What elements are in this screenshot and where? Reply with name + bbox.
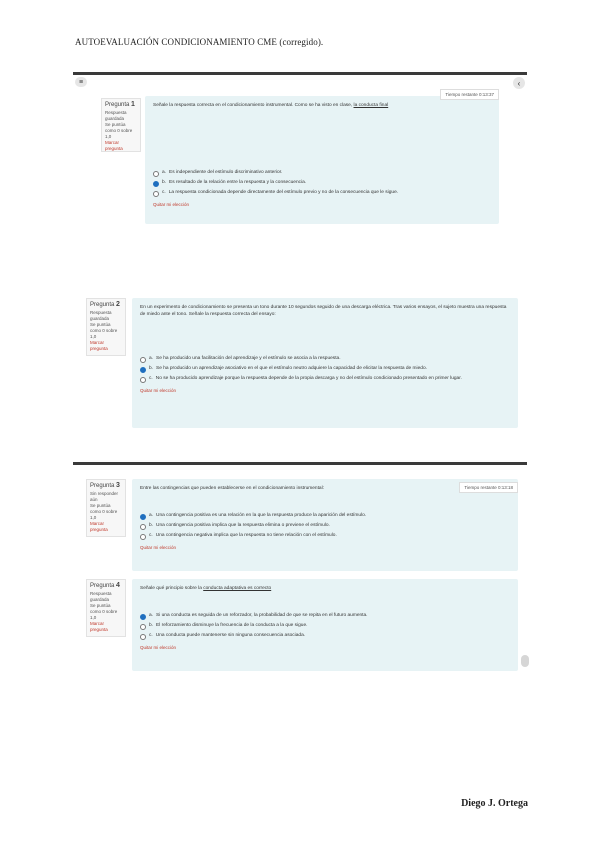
- question-score: Se puntúa como 0 sobre 1,0: [90, 603, 118, 620]
- answer-option-a[interactable]: a. Se ha producido una facilitación del aprendizaje y el estímulo se asocia a la respuesta.: [140, 356, 510, 363]
- radio-button[interactable]: [140, 634, 146, 640]
- question-text: Señale la respuesta correcta en el condicionamiento instrumental. Como se ha visto en clase, la conducta final: [153, 103, 389, 108]
- question-info: [86, 298, 126, 356]
- question-number: Pregunta 2: [90, 301, 120, 308]
- answer-option-c[interactable]: c. Una contingencia negativa implica que la respuesta no tiene relación con el estímulo.: [140, 533, 510, 540]
- question-number: Pregunta 3: [90, 482, 120, 489]
- answer-list: [153, 170, 491, 208]
- question-status: Respuesta guardada: [105, 110, 127, 121]
- question-number: Pregunta 4: [90, 582, 120, 589]
- answer-option-c[interactable]: c. La respuesta condicionada depende directamente del estímulo previo y no de la consecuencia que le sigue.: [153, 190, 491, 197]
- radio-button-selected[interactable]: [140, 367, 146, 373]
- answer-option-c[interactable]: c. Una conducta puede mantenerse sin ninguna consecuencia asociada.: [140, 633, 510, 640]
- scrollbar-thumb[interactable]: [521, 655, 529, 667]
- timer-badge: Tiempo restante 0:13:18: [459, 482, 518, 493]
- top-bar: [73, 462, 527, 465]
- clear-choice-link[interactable]: Quitar mi elección: [140, 388, 177, 393]
- answer-option-b[interactable]: b. El reforzamiento disminuye la frecuencia de la conducta a la que sigue.: [140, 623, 510, 630]
- clear-choice-link[interactable]: Quitar mi elección: [140, 645, 177, 650]
- radio-button[interactable]: [153, 171, 159, 177]
- top-bar: [73, 72, 527, 75]
- answer-option-c[interactable]: c. No se ha producido aprendizaje porque la respuesta depende de la propia descarga y no del estímulo condicionado presentado en primer lugar.: [140, 376, 510, 383]
- question-box: [132, 298, 518, 428]
- question-text: En un experimento de condicionamiento se presenta un tono durante 10 segundos seguido de una descarga eléctrica. Tras varios ensayos, el sujeto muestra una respuesta de miedo ante el tono. Señale la respuesta correcta del ensayo:: [140, 305, 507, 317]
- screenshot-1: [73, 72, 527, 232]
- question-score: Se puntúa como 0 sobre 1,0: [105, 122, 133, 139]
- screenshot-3: [73, 462, 527, 677]
- answer-list: [140, 613, 510, 651]
- question-info: [86, 479, 126, 537]
- question-link[interactable]: conducta adaptativa es correcto: [203, 586, 272, 591]
- question-info: [86, 579, 126, 637]
- question-status: Respuesta guardada: [90, 310, 112, 321]
- answer-option-b[interactable]: b. Es resultado de la relación entre la respuesta y la consecuencia.: [153, 180, 491, 187]
- answer-list: [140, 513, 510, 551]
- answer-option-a[interactable]: a. Una contingencia positiva es una relación en la que la respuesta produce la aparición del estímulo.: [140, 513, 510, 520]
- close-icon[interactable]: ‹: [513, 77, 525, 89]
- question-box: [132, 579, 518, 671]
- flag-question-link[interactable]: Marcar pregunta: [90, 340, 108, 351]
- radio-button[interactable]: [140, 377, 146, 383]
- flag-question-link[interactable]: Marcar pregunta: [90, 521, 108, 532]
- radio-button[interactable]: [140, 357, 146, 363]
- radio-button[interactable]: [140, 524, 146, 530]
- question-score: Se puntúa como 0 sobre 1,0: [90, 503, 118, 520]
- radio-button[interactable]: [153, 191, 159, 197]
- question-link[interactable]: la conducta final: [353, 103, 389, 108]
- question-score: Se puntúa como 0 sobre 1,0: [90, 322, 118, 339]
- question-box: [132, 479, 518, 571]
- clear-choice-link[interactable]: Quitar mi elección: [140, 545, 177, 550]
- menu-icon[interactable]: ≡: [75, 77, 87, 87]
- answer-option-b[interactable]: b. Una contingencia positiva implica que la respuesta elimina o previene el estímulo.: [140, 523, 510, 530]
- radio-button-selected[interactable]: [140, 614, 146, 620]
- question-box: [145, 92, 499, 224]
- clear-choice-link[interactable]: Quitar mi elección: [153, 202, 190, 207]
- question-status: Respuesta guardada: [90, 591, 112, 602]
- question-status: Sin responder aún: [90, 491, 119, 502]
- timer-badge: Tiempo restante 0:13:37: [440, 89, 499, 100]
- radio-button[interactable]: [140, 534, 146, 540]
- radio-button-selected[interactable]: [140, 514, 146, 520]
- answer-option-a[interactable]: a. Si una conducta es seguida de un reforzador, la probabilidad de que se repita en el futuro aumenta.: [140, 613, 510, 620]
- radio-button[interactable]: [140, 624, 146, 630]
- answer-option-b[interactable]: b. Se ha producido un aprendizaje asociativo en el que el estímulo neutro adquiere la capacidad de elicitar la respuesta de miedo.: [140, 366, 510, 373]
- question-info: [101, 98, 141, 152]
- question-number: Pregunta 1: [105, 101, 135, 108]
- document-title: AUTOEVALUACIÓN CONDICIONAMIENTO CME (corregido).: [75, 37, 324, 47]
- answer-option-a[interactable]: a. Es independiente del estímulo discriminativo anterior.: [153, 170, 491, 177]
- screenshot-2: [73, 294, 527, 434]
- flag-question-link[interactable]: Marcar pregunta: [105, 140, 123, 151]
- document-author: Diego J. Ortega: [461, 798, 528, 809]
- question-text: Señale qué principio sobre la conducta adaptativa es correcto: [140, 586, 272, 591]
- answer-list: [140, 356, 510, 394]
- question-text: Entre las contingencias que pueden establecerse en el condicionamiento instrumental:: [140, 486, 324, 491]
- flag-question-link[interactable]: Marcar pregunta: [90, 621, 108, 632]
- radio-button-selected[interactable]: [153, 181, 159, 187]
